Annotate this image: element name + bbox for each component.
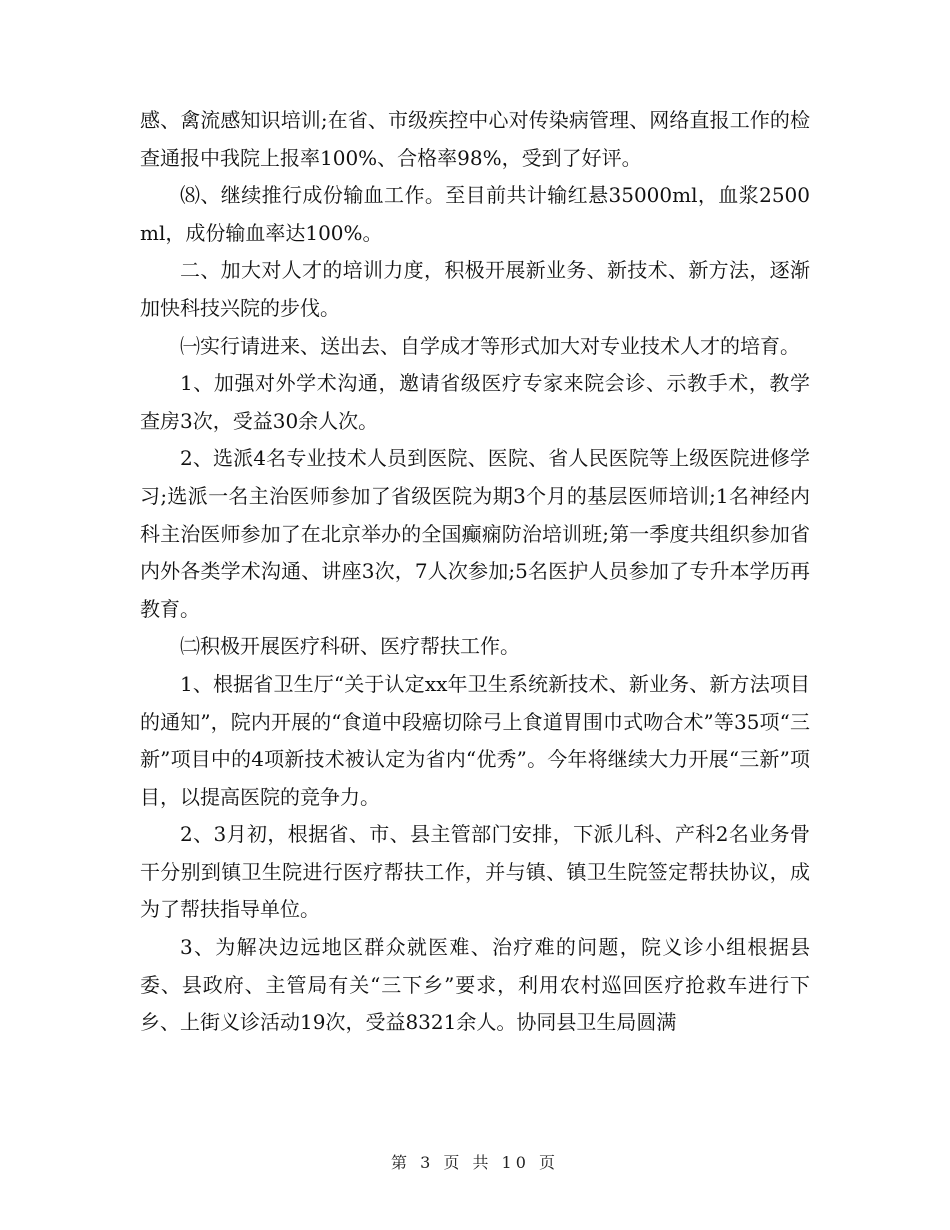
page-footer: 第 3 页 共 10 页 — [391, 1153, 559, 1172]
paragraph-medical-support: 2、3月初，根据省、市、县主管部门安排，下派儿科、产科2名业务骨干分别到镇卫生院进行医疗帮扶工作，并与镇、镇卫生院签定帮扶协议，成为了帮扶指导单位。 — [140, 822, 810, 922]
paragraph-blood-transfusion: ⑻、继续推行成份输血工作。至目前共计输红悬35000ml，血浆2500ml，成份输血率达100%。 — [140, 183, 810, 245]
paragraph-staff-training: 2、选派4名专业技术人员到医院、医院、省人民医院等上级医院进修学习;选派一名主治医师参加了省级医院为期3个月的基层医师培训;1名神经内科主治医师参加了在北京举办的全国癫痫防治培训班;第一季度共组织参加省内外各类学术沟通、讲座3次，7人次参加;5名医护人员参加了专升本学历再教育。 — [140, 446, 810, 621]
paragraph-academic-exchange: 1、加强对外学术沟通，邀请省级医疗专家来院会诊、示教手术，教学查房3次，受益30余人次。 — [140, 371, 810, 433]
section-heading-talent-training: 二、加大对人才的培训力度，积极开展新业务、新技术、新方法，逐渐加快科技兴院的步伐。 — [140, 258, 810, 320]
subsection-heading-1: ㈠实行请进来、送出去、自学成才等形式加大对专业技术人才的培育。 — [180, 333, 800, 358]
paragraph-new-technology: 1、根据省卫生厅“关于认定xx年卫生系统新技术、新业务、新方法项目的通知”，院内开展的“食道中段癌切除弓上食道胃围巾式吻合术”等35项“三新”项目中的4项新技术被认定为省内“优秀”。今年将继续大力开展“三新”项目，以提高医院的竞争力。 — [140, 671, 810, 809]
paragraph-continuation: 感、禽流感知识培训;在省、市级疾控中心对传染病管理、网络直报工作的检查通报中我院上报率100%、合格率98%，受到了好评。 — [140, 108, 810, 170]
body-text — [140, 102, 810, 1042]
subsection-heading-2: ㈡积极开展医疗科研、医疗帮扶工作。 — [180, 634, 520, 659]
paragraph-free-clinic: 3、为解决边远地区群众就医难、治疗难的问题，院义诊小组根据县委、县政府、主管局有关“三下乡”要求，利用农村巡回医疗抢救车进行下乡、上街义诊活动19次，受益8321余人。协同县卫生局圆满 — [140, 935, 810, 1035]
